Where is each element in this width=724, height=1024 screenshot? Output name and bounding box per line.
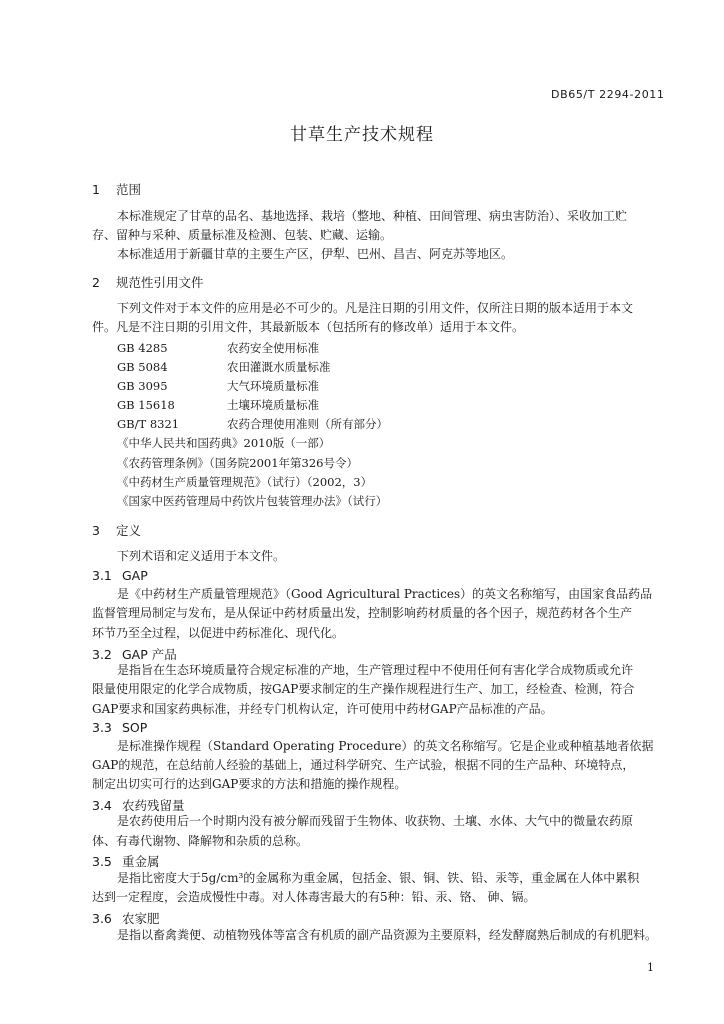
reference-code: GB 15618 xyxy=(117,398,175,412)
subsection-line: GAP的规范，在总结前人经验的基础上，通过科学研究、生产试验，根据不同的生产品种、环境特点， xyxy=(92,758,635,772)
reference-code: GB 3095 xyxy=(117,379,168,393)
reference-name: 农田灌溉水质量标准 xyxy=(227,360,331,374)
subsection-number: 3.4 xyxy=(92,798,112,813)
reference-row xyxy=(117,359,331,375)
reference-document: 《农药管理条例》（国务院2001年第326号令） xyxy=(117,456,358,470)
section-number: 2 xyxy=(92,275,100,290)
section-title: 定义 xyxy=(116,523,142,538)
subsection-line: GAP要求和国家药典标准，并经专门机构认定，许可使用中药材GAP产品标准的产品。 xyxy=(92,702,553,716)
subsection-title: SOP xyxy=(122,720,148,735)
reference-code: GB 5084 xyxy=(117,360,168,374)
subsection-number: 3.3 xyxy=(92,720,112,735)
reference-name: 大气环境质量标准 xyxy=(227,379,319,393)
section-1-line: 本标准规定了甘草的品名、基地选择、栽培（整地、种植、田间管理、病虫害防治）、采收加工贮 xyxy=(117,209,628,223)
subsection-heading xyxy=(92,720,147,735)
subsection-line: 达到一定程度，会造成慢性中毒。对人体毒害最大的有5种：铅、汞、铬、 砷、镉。 xyxy=(92,890,536,904)
section-1-line: 存、留种与采种、质量标准及检测、包装、贮藏、运输。 xyxy=(92,228,393,242)
subsection-line: 是指比密度大于5g/cm³的金属称为重金属，包括金、银、铜、铁、铅、汞等，重金属在人体中累积 xyxy=(117,871,640,885)
section-2-heading xyxy=(92,273,204,291)
subsection-line: 监督管理局制定与发布，是从保证中药材质量出发，控制影响药材质量的各个因子，规范药材各个生产 xyxy=(92,606,633,620)
subsection-number: 3.5 xyxy=(92,854,112,869)
section-3-heading xyxy=(92,521,141,539)
subsection-title: GAP xyxy=(122,568,148,583)
reference-code: GB/T 8321 xyxy=(117,417,180,431)
page-number: 1 xyxy=(647,961,654,974)
reference-document: 《国家中医药管理局中药饮片包装管理办法》（试行） xyxy=(117,494,388,508)
subsection-line: 体、有毒代谢物、降解物和杂质的总称。 xyxy=(92,834,309,848)
section-number: 1 xyxy=(92,182,100,197)
reference-document: 《中药材生产质量管理规范》（试行）（2002，3） xyxy=(117,475,373,489)
document-title: 甘草生产技术规程 xyxy=(290,125,434,145)
subsection-title: GAP 产品 xyxy=(122,647,177,662)
subsection-line: 是指旨在生态环境质量符合规定标准的产地，生产管理过程中不使用任何有害化学合成物质或允许 xyxy=(117,663,634,677)
section-2-line: 件。凡是不注日期的引用文件，其最新版本（包括所有的修改单）适用于本文件。 xyxy=(92,320,525,334)
section-title: 规范性引用文件 xyxy=(116,275,204,290)
subsection-line: 是《中药材生产质量管理规范》（Good Agricultural Practices）的英文名称缩写，由国家食品药品 xyxy=(117,587,653,601)
reference-name: 土壤环境质量标准 xyxy=(227,398,319,412)
subsection-number: 3.6 xyxy=(92,911,112,926)
subsection-line: 是农药使用后一个时期内没有被分解而残留于生物体、收获物、土壤、水体、大气中的微量农药原 xyxy=(117,814,634,828)
reference-code: GB 4285 xyxy=(117,341,168,355)
reference-row xyxy=(117,397,319,413)
subsection-title: 农药残留量 xyxy=(122,798,185,813)
subsection-line: 制定出切实可行的达到GAP要求的方法和措施的操作规程。 xyxy=(92,777,407,791)
standard-code: DB65/T 2294-2011 xyxy=(551,88,665,101)
reference-row xyxy=(117,378,319,394)
subsection-line: 是指以畜禽粪便、动植物残体等富含有机质的副产品资源为主要原料，经发酵腐熟后制成的有机肥料。 xyxy=(117,928,658,942)
section-number: 3 xyxy=(92,523,100,538)
reference-name: 农药安全使用标准 xyxy=(227,341,319,355)
reference-name: 农药合理使用准则（所有部分） xyxy=(227,417,388,431)
section-1-line: 本标准适用于新疆甘草的主要生产区，伊犁、巴州、昌吉、阿克苏等地区。 xyxy=(117,247,514,261)
subsection-number: 3.1 xyxy=(92,568,112,583)
reference-document: 《中华人民共和国药典》2010版（一部） xyxy=(117,436,331,450)
subsection-line: 限量使用限定的化学合成物质，按GAP要求制定的生产操作规程进行生产、加工，经检查、检测，符合 xyxy=(92,682,635,696)
section-2-line: 下列文件对于本文件的应用是必不可少的。凡是注日期的引用文件，仅所注日期的版本适用于本文 xyxy=(117,301,634,315)
subsection-number: 3.2 xyxy=(92,647,112,662)
subsection-line: 是标准操作规程（Standard Operating Procedure）的英文名称缩写。它是企业或种植基地者依据 xyxy=(117,739,654,753)
section-title: 范围 xyxy=(116,182,142,197)
subsection-heading xyxy=(92,568,148,583)
reference-row xyxy=(117,340,319,356)
section-3-intro: 下列术语和定义适用于本文件。 xyxy=(117,549,286,563)
section-1-heading xyxy=(92,180,141,198)
reference-row xyxy=(117,416,388,432)
subsection-title: 重金属 xyxy=(122,854,160,869)
subsection-title: 农家肥 xyxy=(122,911,160,926)
subsection-line: 环节乃至全过程，以促进中药标准化、现代化。 xyxy=(92,626,345,640)
